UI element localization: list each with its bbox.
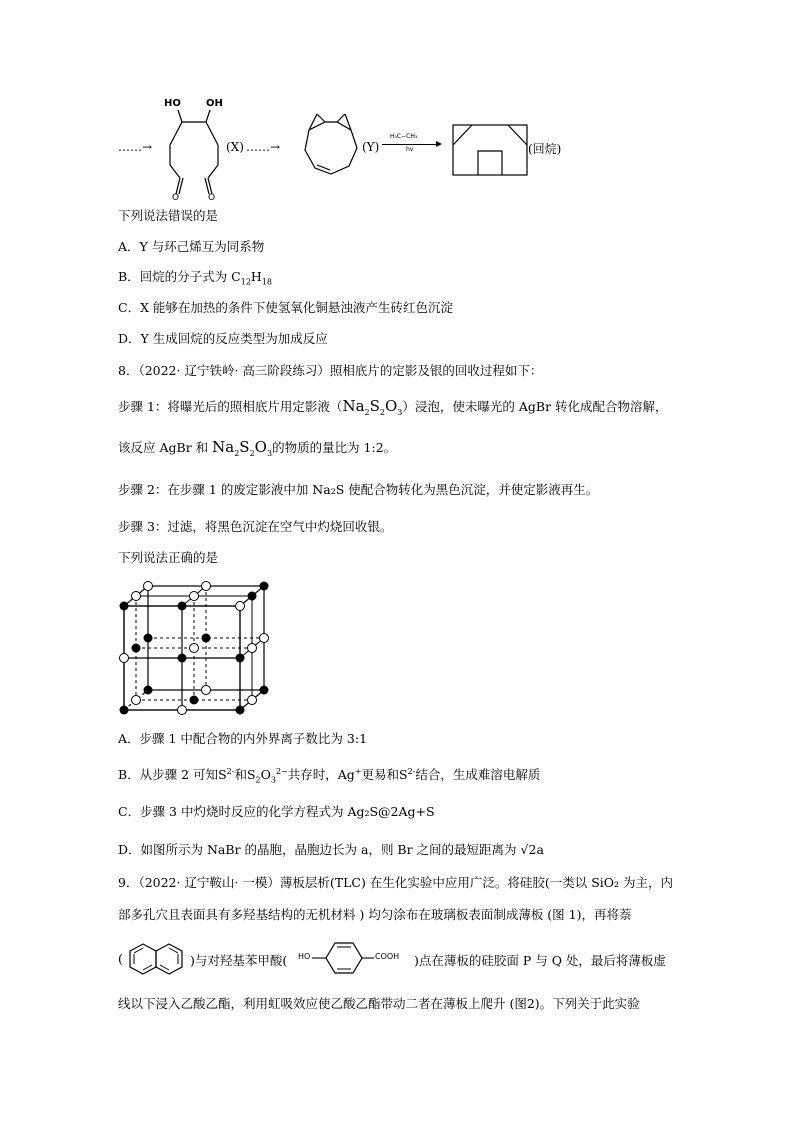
cooh-label: COOH [375,952,400,961]
label-product: (回烷) [528,142,562,156]
line3-mid: )与对羟基苯甲酸( [190,953,288,968]
q8-option-c: C．步骤 3 中灼烧时反应的化学方程式为 Ag₂S@2Ag+S [118,804,435,819]
q9-line4: 线以下浸入乙酸乙酯，利用虹吸效应使乙酸乙酯带动二者在薄板上爬升 (图2)。下列关于此实验 [118,996,640,1011]
paren-open: ( [118,951,123,966]
q9-line3 [118,940,678,978]
q7-option-b: B．回烷的分子式为 $C_{12}H_{18}$ [118,269,273,287]
oh-label-right: OH [206,98,223,109]
line3-end: )点在薄板的硅胶面 P 与 Q 处，最后将薄板虚 [414,953,666,968]
q8-option-b: B．从步骤 2 可知$S^{2-}$和$S_2O_3^{2-}$共存时，Ag+更易和$S^{2-}$结合，生成难溶电解质 [118,767,541,785]
molecule-x [160,90,230,200]
q8-step3: 步骤 3：过滤，将黑色沉淀在空气中灼烧回收银。 [118,519,393,534]
molecule-y [295,110,365,185]
q8-option-a: A．步骤 1 中配合物的内外界离子数比为 3:1 [118,731,368,746]
reagent-top: H₃C−CH₃ [390,133,418,140]
q8-step2: 步骤 2：在步骤 1 的废定影液中加 Na₂S 使配合物转化为黑色沉淀，并使定影液再生。 [118,482,599,497]
q9-line2: 部多孔穴且表面具有多羟基结构的无机材料 ) 均匀涂布在玻璃板表面制成薄板 (图 1)，再将萘 [118,907,632,922]
q8-step1-line1: 步骤 1：将曝光后的照相底片用定影液$(Na_2S_2O_3)$浸泡，使未曝光的 AgBr 转化成配合物溶解， [118,397,668,417]
arrow-dots-2: ……→ [246,140,281,154]
q7-option-d: D．Y 生成回烷的反应类型为加成反应 [118,331,328,346]
q8-option-d: D．如图所示为 NaBr 的晶胞，晶胞边长为 a，则 Br 之间的最短距离为 √2a [118,842,544,857]
oh-label-left: HO [164,98,181,109]
ho-label: HO [298,952,311,961]
svg-text:O: O [208,193,216,200]
naphthalene-structure [126,942,190,976]
q7-prompt: 下列说法错误的是 [118,208,219,223]
label-x: (X) [226,140,244,154]
label-y: (Y) [362,140,380,154]
reaction-arrow [382,133,444,159]
q7-option-c: C．X 能够在加热的条件下使氢氧化铜悬浊液产生砖红色沉淀 [118,300,453,315]
q8-header: 8．（2022· 辽宁铁岭· 高三阶段练习）照相底片的定影及银的回收过程如下： [118,363,543,378]
hydroxybenzoic-acid-structure [298,940,410,976]
q8-prompt: 下列说法正确的是 [118,550,219,565]
q7-option-a: A．Y 与环己烯互为同系物 [118,239,265,254]
molecule-product [452,124,528,176]
q9-line1: 9．（2022· 辽宁鞍山· 一模）薄板层析(TLC) 在生化实验中应用广泛。将硅胶(一类以 SiO₂ 为主，内 [118,875,673,890]
svg-text:O: O [172,193,180,200]
nabr-unit-cell-diagram [116,578,276,718]
arrow-dots-1: ……→ [118,140,153,154]
q8-step1-line2: 该反应 AgBr 和 $Na_2S_2O_3$的物质的量比为 1:2。 [118,438,397,458]
reaction-scheme [110,90,590,200]
reagent-bottom: hv [406,146,414,153]
